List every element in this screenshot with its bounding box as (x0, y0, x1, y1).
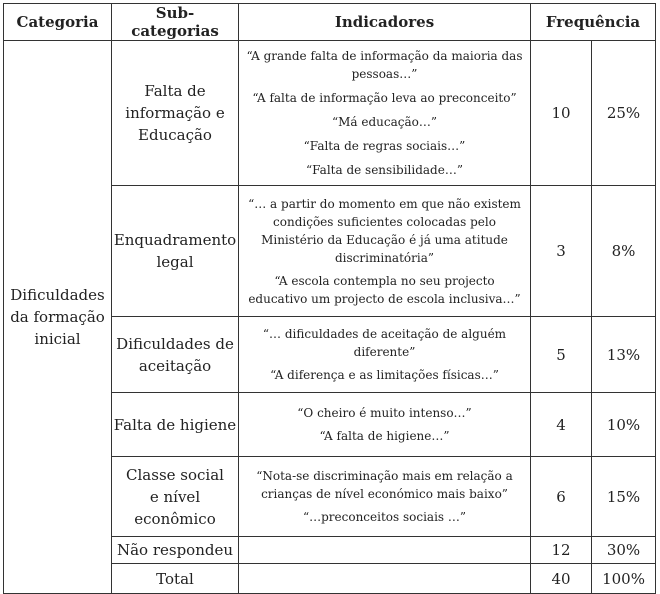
subcategory-cell (112, 537, 239, 564)
percent-cell: 10% (592, 393, 656, 457)
indicator-quote: “O cheiro é muito intenso…” (297, 406, 472, 420)
total-label: Total (112, 564, 239, 594)
header-frequencia: Frequência (531, 4, 656, 41)
category-line: da formação (10, 308, 105, 326)
indicator-quote: “Nota-se discriminação mais em relação a crianças de nível económico mais baixo” (256, 469, 513, 501)
subcategory-cell (112, 457, 239, 537)
percent-cell: 8% (592, 186, 656, 317)
subcategory-line: aceitação (138, 356, 212, 375)
indicators-cell (239, 393, 531, 457)
subcategory-line: Falta de (144, 82, 206, 100)
subcategory-line: Educação (138, 126, 212, 144)
frequency-table (3, 3, 656, 594)
header-subcategorias: Sub-categorias (112, 4, 239, 41)
category-line: Dificuldades (10, 286, 105, 304)
count-cell: 12 (531, 537, 592, 564)
subcategory-line: Enquadramento (113, 231, 237, 249)
category-cell (4, 41, 112, 594)
count-cell: 3 (531, 186, 592, 317)
indicators-cell (239, 186, 531, 317)
header-row (4, 4, 656, 41)
subcategory-line: econômico (134, 509, 216, 528)
subcategory-line: Dificuldades de (116, 334, 234, 353)
percent-cell: 15% (592, 457, 656, 537)
subcategory-cell (112, 186, 239, 317)
count-cell: 10 (531, 41, 592, 186)
percent-cell: 13% (592, 317, 656, 393)
total-count: 40 (531, 564, 592, 594)
indicator-quote: “A escola contempla no seu projecto educativo um projecto de escola inclusiva…” (248, 273, 521, 306)
percent-cell: 30% (592, 537, 656, 564)
subcategory-line: Classe social (126, 465, 224, 484)
header-categoria: Categoria (4, 4, 112, 41)
indicators-cell (239, 41, 531, 186)
indicators-cell (239, 564, 531, 594)
percent-cell: 25% (592, 41, 656, 186)
subcategory-line: e nível (149, 487, 201, 506)
indicators-cell (239, 457, 531, 537)
subcategory-cell (112, 393, 239, 457)
indicator-quote: “Má educação…” (331, 115, 437, 129)
indicator-quote: “…preconceitos sociais …” (302, 510, 467, 524)
indicator-quote: “A grande falta de informação da maioria das pessoas…” (246, 49, 523, 81)
subcategory-line: Falta de higiene (113, 415, 237, 434)
subcategory-cell (112, 317, 239, 393)
indicator-quote: “Falta de regras sociais…” (303, 139, 466, 153)
indicator-quote: “… a partir do momento em que não existem condições suficientes colocadas pelo Ministério da Educação é já uma atitude discriminatória” (248, 196, 521, 265)
count-cell: 5 (531, 317, 592, 393)
indicators-cell (239, 537, 531, 564)
indicator-quote: “A falta de informação leva ao preconceito” (252, 91, 517, 105)
subcategory-line: legal (156, 253, 194, 271)
count-cell: 4 (531, 393, 592, 457)
indicator-quote: “A falta de higiene…” (319, 429, 450, 443)
subcategory-line: informação e (125, 104, 225, 122)
total-percent: 100% (592, 564, 656, 594)
indicator-quote: “A diferença e as limitações físicas…” (270, 368, 499, 382)
table-row (4, 41, 656, 186)
indicators-cell (239, 317, 531, 393)
indicator-quote: “… dificuldades de aceitação de alguém diferente” (262, 327, 507, 359)
category-line: inicial (34, 330, 81, 348)
indicator-quote: “Falta de sensibilidade…” (306, 163, 463, 177)
subcategory-cell (112, 41, 239, 186)
count-cell: 6 (531, 457, 592, 537)
header-indicadores: Indicadores (239, 4, 531, 41)
subcategory-line: Não respondeu (116, 541, 234, 559)
